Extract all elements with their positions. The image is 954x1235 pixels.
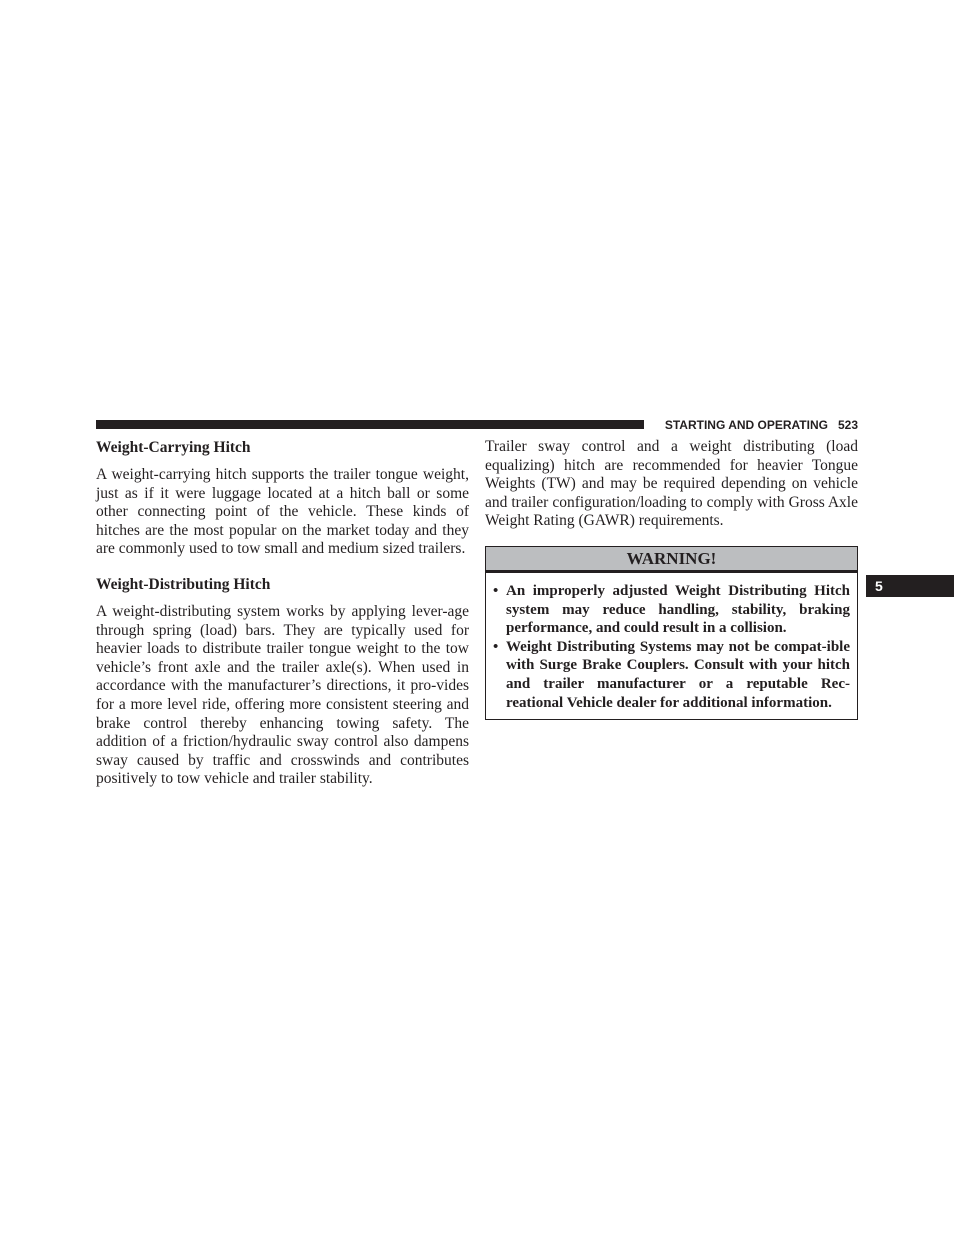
warning-box (485, 546, 858, 720)
heading-weight-carrying-hitch: Weight-Carrying Hitch (96, 439, 251, 456)
warning-item-text: Weight Distributing Systems may not be compat-ible with Surge Brake Couplers. Consult with your hitch and trailer manufacturer or a reputable Rec-reational Vehicle dealer for additional information. (506, 638, 850, 711)
paragraph-weight-distributing-hitch: A weight-distributing system works by applying lever-age through spring (load) bars. They are typically used for heavier loads to distribute trailer tongue weight to the tow vehicle’s front axle and the trailer axle(s). When used in accordance with the manufacturer’s directions, it pro-vides for a more level ride, offering more consistent steering and brake control thereby enhancing towing safety. The addition of a friction/hydraulic sway control also dampens sway caused by traffic and crosswinds and contributes positively to tow vehicle and trailer stability. (96, 602, 469, 788)
warning-item (493, 582, 850, 638)
bullet-icon: • (493, 582, 499, 599)
page-number: 523 (837, 418, 858, 432)
chapter-number: 5 (875, 578, 883, 594)
header-rule (96, 420, 644, 429)
section-title: STARTING AND OPERATING (664, 418, 828, 432)
right-column (485, 438, 858, 720)
warning-list (486, 573, 857, 719)
warning-item-text: An improperly adjusted Weight Distributing Hitch system may reduce handling, stability, braking performance, and could result in a collision. (506, 582, 850, 637)
bullet-icon: • (493, 638, 499, 655)
paragraph-trailer-sway-control: Trailer sway control and a weight distributing (load equalizing) hitch are recommended for heavier Tongue Weights (TW) and may be required depending on vehicle and trailer configuration/loading to comply with Gross Axle Weight Rating (GAWR) requirements. (485, 438, 858, 530)
warning-item (493, 638, 850, 712)
heading-weight-distributing-hitch: Weight-Distributing Hitch (96, 575, 271, 593)
paragraph-weight-carrying-hitch: A weight-carrying hitch supports the trailer tongue weight, just as if it were luggage located at a hitch ball or some other connecting point of the vehicle. These kinds of hitches are the most popular on the market today and they are commonly used to tow small and medium sized trailers. (96, 466, 469, 558)
chapter-tab (866, 575, 954, 597)
running-header (652, 417, 858, 433)
warning-title: WARNING! (486, 547, 857, 573)
left-column (96, 438, 469, 799)
